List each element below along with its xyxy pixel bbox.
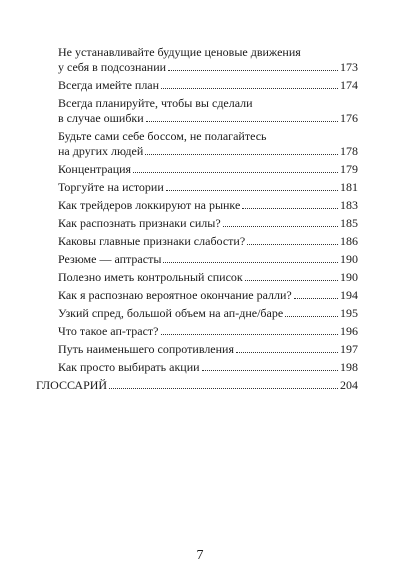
dot-leader xyxy=(163,262,338,263)
dot-leader xyxy=(223,226,338,227)
dot-leader xyxy=(245,280,338,281)
toc-entry-title: на других людей xyxy=(58,144,144,158)
toc-entry-1 xyxy=(58,78,358,92)
toc-entry-7 xyxy=(58,216,358,230)
toc-entry-page: 195 xyxy=(340,306,358,320)
toc-entry-title: ГЛОССАРИЙ xyxy=(36,378,108,392)
dot-leader xyxy=(294,298,338,299)
toc-entry-8 xyxy=(58,234,358,248)
toc-entry-page: 198 xyxy=(340,360,358,374)
dot-leader xyxy=(168,70,338,71)
toc-entry-title: Что такое ап-траст? xyxy=(58,324,159,338)
dot-leader xyxy=(146,121,338,122)
dot-leader xyxy=(161,334,339,335)
toc-entry-10 xyxy=(58,270,358,284)
dot-leader xyxy=(145,154,338,155)
toc-entry-title: Как трейдеров локкируют на рынке xyxy=(58,198,241,212)
toc-entry-page: 173 xyxy=(340,60,358,74)
toc-entry-title: Резюме — аптрасты xyxy=(58,252,162,266)
toc-entry-0 xyxy=(58,60,358,74)
dot-leader xyxy=(166,190,338,191)
toc-entry-title: Как просто выбирать акции xyxy=(58,360,200,374)
toc-entry-title: Как распознать признаки силы? xyxy=(58,216,221,230)
toc-entry-title: Всегда имейте план xyxy=(58,78,160,92)
toc-entry-2-line1: Всегда планируйте, чтобы вы сделали xyxy=(58,96,253,110)
toc-entry-page: 197 xyxy=(340,342,358,356)
toc-entry-page: 174 xyxy=(340,78,358,92)
toc-entry-12 xyxy=(58,306,358,320)
toc-entry-3-line1: Будьте сами себе боссом, не полагайтесь xyxy=(58,129,267,143)
toc-entry-page: 185 xyxy=(340,216,358,230)
page-number: 7 xyxy=(196,548,204,563)
toc-entry-page: 176 xyxy=(340,111,358,125)
toc-entry-page: 179 xyxy=(340,162,358,176)
toc-entry-4 xyxy=(58,162,358,176)
toc-entry-page: 190 xyxy=(340,252,358,266)
dot-leader xyxy=(202,370,338,371)
toc-entry-title: в случае ошибки xyxy=(58,111,144,125)
toc-entry-15 xyxy=(58,360,358,374)
dot-leader xyxy=(285,316,338,317)
toc-entry-title: Путь наименьшего сопротивления xyxy=(58,342,234,356)
dot-leader xyxy=(133,172,338,173)
toc-entry-5 xyxy=(58,180,358,194)
toc-entry-title: Торгуйте на истории xyxy=(58,180,164,194)
dot-leader xyxy=(236,352,338,353)
toc-entry-page: 183 xyxy=(340,198,358,212)
toc-entry-title: Каковы главные признаки слабости? xyxy=(58,234,246,248)
toc-entry-page: 178 xyxy=(340,144,358,158)
toc-entry-14 xyxy=(58,342,358,356)
dot-leader xyxy=(247,244,338,245)
toc-entry-title: Узкий спред, большой объем на ап-дне/баре xyxy=(58,306,284,320)
toc-entry-title: Концентрация xyxy=(58,162,132,176)
toc-entry-page: 204 xyxy=(340,378,358,392)
toc-entry-16 xyxy=(36,378,358,392)
toc-entry-9 xyxy=(58,252,358,266)
toc-entry-page: 181 xyxy=(340,180,358,194)
toc-entry-13 xyxy=(58,324,358,338)
dot-leader xyxy=(242,208,338,209)
toc-entry-page: 194 xyxy=(340,288,358,302)
toc-entry-title: Полезно иметь контрольный список xyxy=(58,270,243,284)
toc-entry-title: Как я распознаю вероятное окончание ралли? xyxy=(58,288,292,302)
dot-leader xyxy=(161,88,338,89)
dot-leader xyxy=(109,388,338,389)
toc-entry-3 xyxy=(58,144,358,158)
toc-entry-2 xyxy=(58,111,358,125)
toc-entry-title: у себя в подсознании xyxy=(58,60,167,74)
toc-entry-6 xyxy=(58,198,358,212)
toc-entry-page: 190 xyxy=(340,270,358,284)
toc-entry-0-line1: Не устанавливайте будущие ценовые движения xyxy=(58,45,301,59)
toc-entry-page: 186 xyxy=(340,234,358,248)
toc-entry-11 xyxy=(58,288,358,302)
toc-entry-page: 196 xyxy=(340,324,358,338)
